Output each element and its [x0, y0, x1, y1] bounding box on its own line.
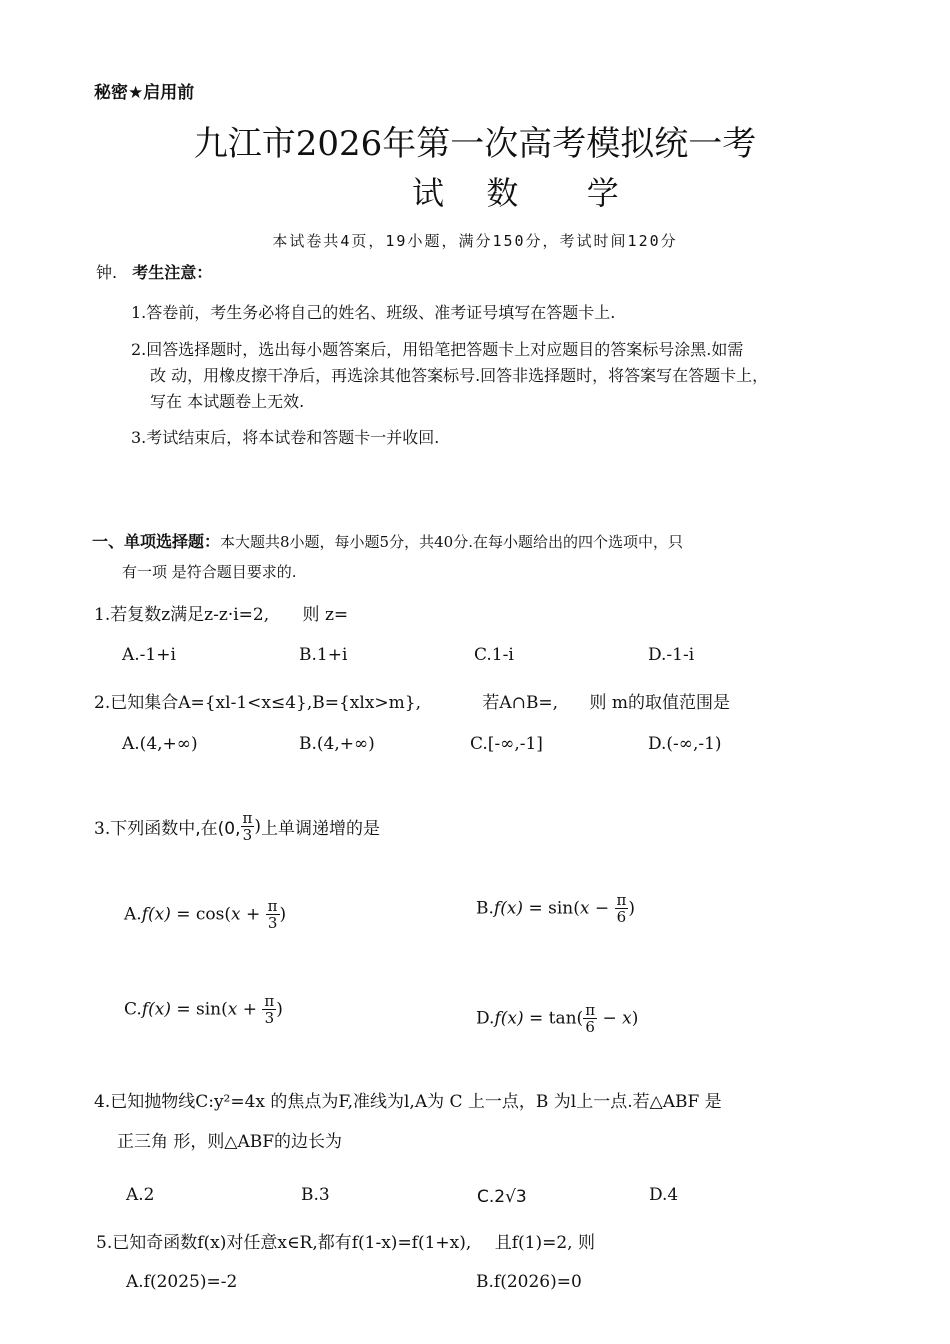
fraction: $\frac{\pi}{6}$	[585, 1001, 596, 1036]
notice-heading	[96, 260, 212, 283]
option-a: A.2	[126, 1185, 155, 1205]
section-desc: 本大题共8小题，每小题5分，共40分.在每小题给出的四个选项中，只	[220, 533, 683, 551]
option-c: C.1-i	[474, 645, 514, 665]
option-d: D.-1-i	[648, 645, 695, 665]
fraction: $\frac{\pi}{3}$	[267, 897, 278, 932]
question-stem-tail: 且f(1)=2, 则	[494, 1233, 595, 1253]
option-b: B.3	[301, 1185, 330, 1205]
option-b: B.f(x) = sin(x − $\frac{\pi}{6}$ )	[476, 891, 636, 926]
section-heading	[92, 529, 683, 552]
section-title: 一、单项选择题：	[92, 532, 221, 551]
option-a: A.(4,+∞)	[122, 734, 198, 754]
option-a: A.f(2025)=-2	[126, 1272, 238, 1292]
notice-item: 2.回答选择题时，选出每小题答案后，用铅笔把答题卡上对应题目的答案标号涂黑.如需	[131, 340, 744, 359]
interval-open: ,在(0,	[195, 819, 241, 839]
option-d: D.(-∞,-1)	[648, 734, 722, 754]
option-a: A.f(x) = cos(x + $\frac{\pi}{3}$ )	[124, 897, 287, 932]
notice-item: 1.答卷前，考生务必将自己的姓名、班级、准考证号填写在答题卡上.	[131, 303, 616, 322]
notice-prefix: 钟.	[96, 263, 118, 282]
option-b: B.f(2026)=0	[476, 1272, 582, 1292]
notice-item: 3.考试结束后，将本试卷和答题卡一并收回.	[131, 428, 440, 447]
option-c: C.f(x) = sin(x + $\frac{\pi}{3}$ )	[124, 992, 283, 1027]
option-b: B.1+i	[299, 645, 348, 665]
section-desc-cont: 有一项 是符合题目要求的.	[122, 563, 297, 581]
subject-char: 数	[486, 174, 519, 212]
subject-char: 试	[412, 174, 445, 212]
question-5	[96, 1228, 595, 1253]
fraction: $\frac{\pi}{3}$	[242, 809, 253, 844]
question-stem-mid: 若A∩B=,	[482, 693, 559, 713]
notice-title: 考生注意：	[132, 263, 213, 282]
exam-title: 九江市2026年第一次高考模拟统一考	[193, 124, 757, 164]
question-4-cont: 正三角 形，则△ABF的边长为	[117, 1132, 343, 1152]
option-b: B.(4,+∞)	[299, 734, 375, 754]
subject-title	[412, 168, 619, 214]
question-3	[94, 810, 380, 843]
confidential-mark: 秘密★启用前	[94, 83, 195, 103]
question-1	[94, 600, 348, 625]
option-c: C.2√3	[477, 1187, 527, 1207]
question-stem-tail: 则 m的取值范围是	[589, 693, 731, 713]
fraction: $\frac{\pi}{6}$	[616, 891, 627, 926]
notice-item: 改 动，用橡皮擦干净后，再选涂其他答案标号.回答非选择题时，将答案写在答题卡上，	[150, 366, 769, 385]
exam-info: 本试卷共4页，19小题，满分150分，考试时间120分	[272, 232, 678, 250]
notice-item: 写在 本试题卷上无效.	[150, 392, 305, 411]
question-4: 4.已知抛物线C:y²=4x 的焦点为F,准线为l,A为 C 上一点，B 为l上一点.若△ABF 是	[94, 1092, 722, 1112]
option-c: C.[-∞,-1]	[470, 734, 543, 754]
subject-char: 学	[586, 174, 619, 212]
option-a: A.-1+i	[122, 645, 176, 665]
interval-close: )	[254, 816, 261, 837]
question-2	[94, 688, 730, 713]
option-d: D.f(x) = tan( $\frac{\pi}{6}$ − x)	[476, 1001, 639, 1036]
option-d: D.4	[649, 1185, 679, 1205]
question-stem: 1.若复数z满足z-z·i=2,	[94, 605, 270, 625]
fraction: $\frac{\pi}{3}$	[264, 992, 275, 1027]
question-stem-tail: 则 z=	[302, 605, 349, 625]
question-stem: 3.下列函数中	[94, 819, 196, 839]
question-stem: 2.已知集合A={xl-1<x≤4},B={xlx>m},	[94, 693, 422, 713]
question-stem-tail: 上单调递增的是	[261, 819, 380, 839]
question-stem: 5.已知奇函数f(x)对任意x∈R,都有f(1-x)=f(1+x),	[96, 1233, 472, 1253]
